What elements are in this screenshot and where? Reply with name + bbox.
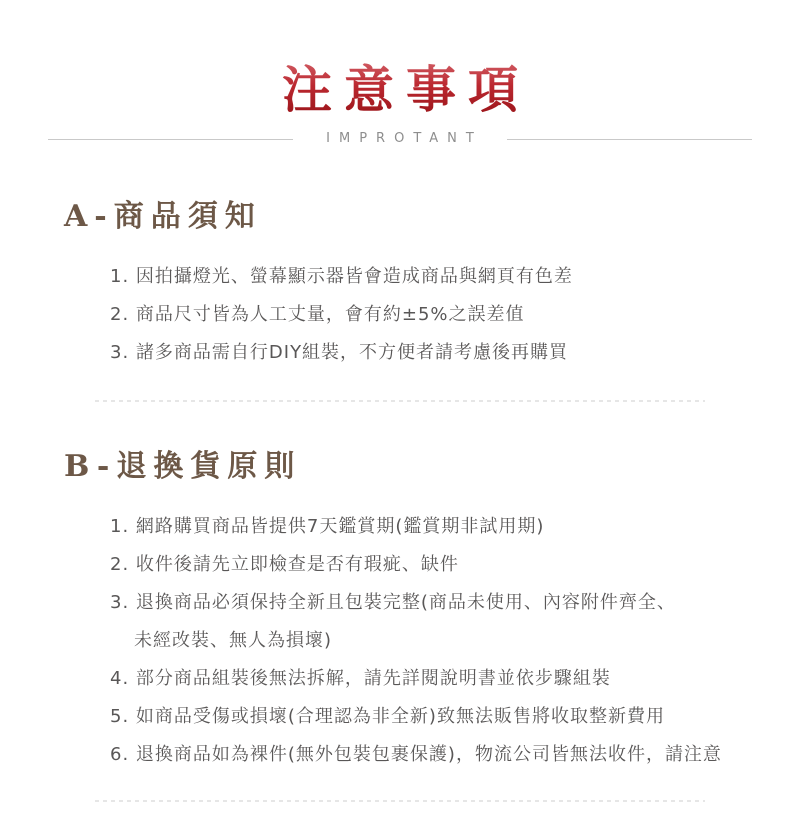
policy-item-1: 1. 網路購買商品皆提供7天鑑賞期(鑑賞期非試用期)	[110, 516, 545, 537]
left-rule-line	[48, 139, 293, 140]
policy-item-5: 5. 如商品受傷或損壞(合理認為非全新)致無法販售將收取整新費用	[110, 706, 665, 727]
right-rule-line	[507, 139, 752, 140]
page-subtitle: IMPROTANT	[326, 131, 483, 146]
subtitle-row	[0, 130, 800, 148]
section-return-policy	[0, 446, 800, 774]
section-b-items	[110, 508, 736, 774]
section-a-items	[110, 258, 736, 372]
policy-item-6: 6. 退換商品如為裸件(無外包裝包裹保護)，物流公司皆無法收件，請注意	[110, 744, 722, 765]
page-title: 注意事項	[0, 62, 800, 118]
policy-item-2: 2. 收件後請先立即檢查是否有瑕疵、缺件	[110, 554, 459, 575]
dashed-divider-bottom	[95, 800, 705, 802]
notice-item-2: 2. 商品尺寸皆為人工丈量，會有約±5%之誤差值	[110, 304, 525, 325]
section-a-heading: A-商品須知	[64, 199, 262, 234]
policy-item-3: 3. 退換商品必須保持全新且包裝完整(商品未使用、內容附件齊全、	[110, 592, 676, 613]
notice-header	[0, 62, 800, 148]
policy-item-3-continuation: 未經改裝、無人為損壞)	[134, 630, 333, 651]
notice-item-1: 1. 因拍攝燈光、螢幕顯示器皆會造成商品與網頁有色差	[110, 266, 573, 287]
dashed-divider-middle	[95, 400, 705, 402]
section-product-notice	[0, 196, 800, 372]
section-b-heading: B-退換貨原則	[64, 449, 302, 484]
policy-item-4: 4. 部分商品組裝後無法拆解，請先詳閱說明書並依步驟組裝	[110, 668, 611, 689]
notice-item-3: 3. 諸多商品需自行DIY組裝，不方便者請考慮後再購買	[110, 342, 569, 363]
